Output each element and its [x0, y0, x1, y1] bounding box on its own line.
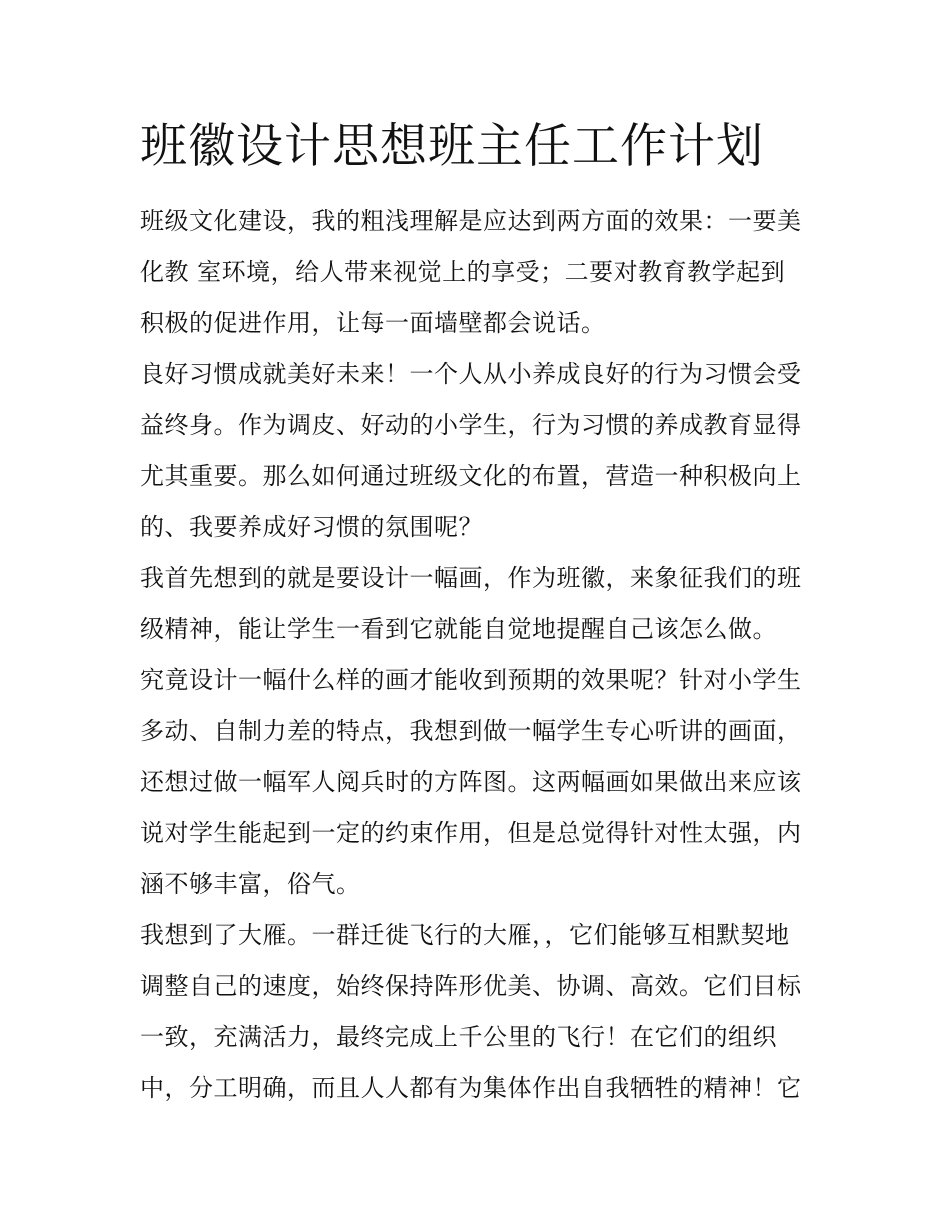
- body-line-9: 级精神，能让学生一看到它就能自觉地提醒自己该怎么做。: [140, 615, 777, 643]
- body-line-8: 我首先想到的就是要设计一幅画，作为班徽，来象征我们的班: [140, 564, 802, 592]
- body-line-4: 良好习惯成就美好未来！一个人从小养成良好的行为习惯会受: [140, 360, 802, 388]
- body-line-3: 积极的促进作用，让每一面墙壁都会说话。: [140, 309, 606, 337]
- body-line-11: 多动、自制力差的特点，我想到做一幅学生专心听讲的画面，: [140, 717, 802, 745]
- body-line-14: 涵不够丰富，俗气。: [140, 870, 361, 898]
- body-line-16: 调整自己的速度，始终保持阵形优美、协调、高效。它们目标: [140, 972, 802, 1000]
- body-line-10: 究竟设计一幅什么样的画才能收到预期的效果呢？针对小学生: [140, 666, 802, 694]
- document-body: [140, 196, 820, 1114]
- body-line-6: 尤其重要。那么如何通过班级文化的布置，营造一种积极向上: [140, 462, 802, 490]
- body-line-1: 班级文化建设，我的粗浅理解是应达到两方面的效果：一要美: [140, 207, 802, 235]
- body-line-5: 益终身。作为调皮、好动的小学生，行为习惯的养成教育显得: [140, 411, 802, 439]
- body-line-2: 化教 室环境，给人带来视觉上的享受；二要对教育教学起到: [140, 258, 786, 286]
- body-line-7: 的、我要养成好习惯的氛围呢？: [140, 513, 483, 541]
- document-title: 班徽设计思想班主任工作计划: [140, 119, 764, 174]
- body-line-13: 说对学生能起到一定的约束作用，但是总觉得针对性太强，内: [140, 819, 802, 847]
- body-line-17: 一致，充满活力，最终完成上千公里的飞行！在它们的组织: [140, 1023, 777, 1051]
- body-line-18: 中，分工明确，而且人人都有为集体作出自我牺牲的精神！它: [140, 1074, 802, 1102]
- body-line-12: 还想过做一幅军人阅兵时的方阵图。这两幅画如果做出来应该: [140, 768, 802, 796]
- body-line-15: 我想到了大雁。一群迁徙飞行的大雁，，它们能够互相默契地: [140, 921, 790, 949]
